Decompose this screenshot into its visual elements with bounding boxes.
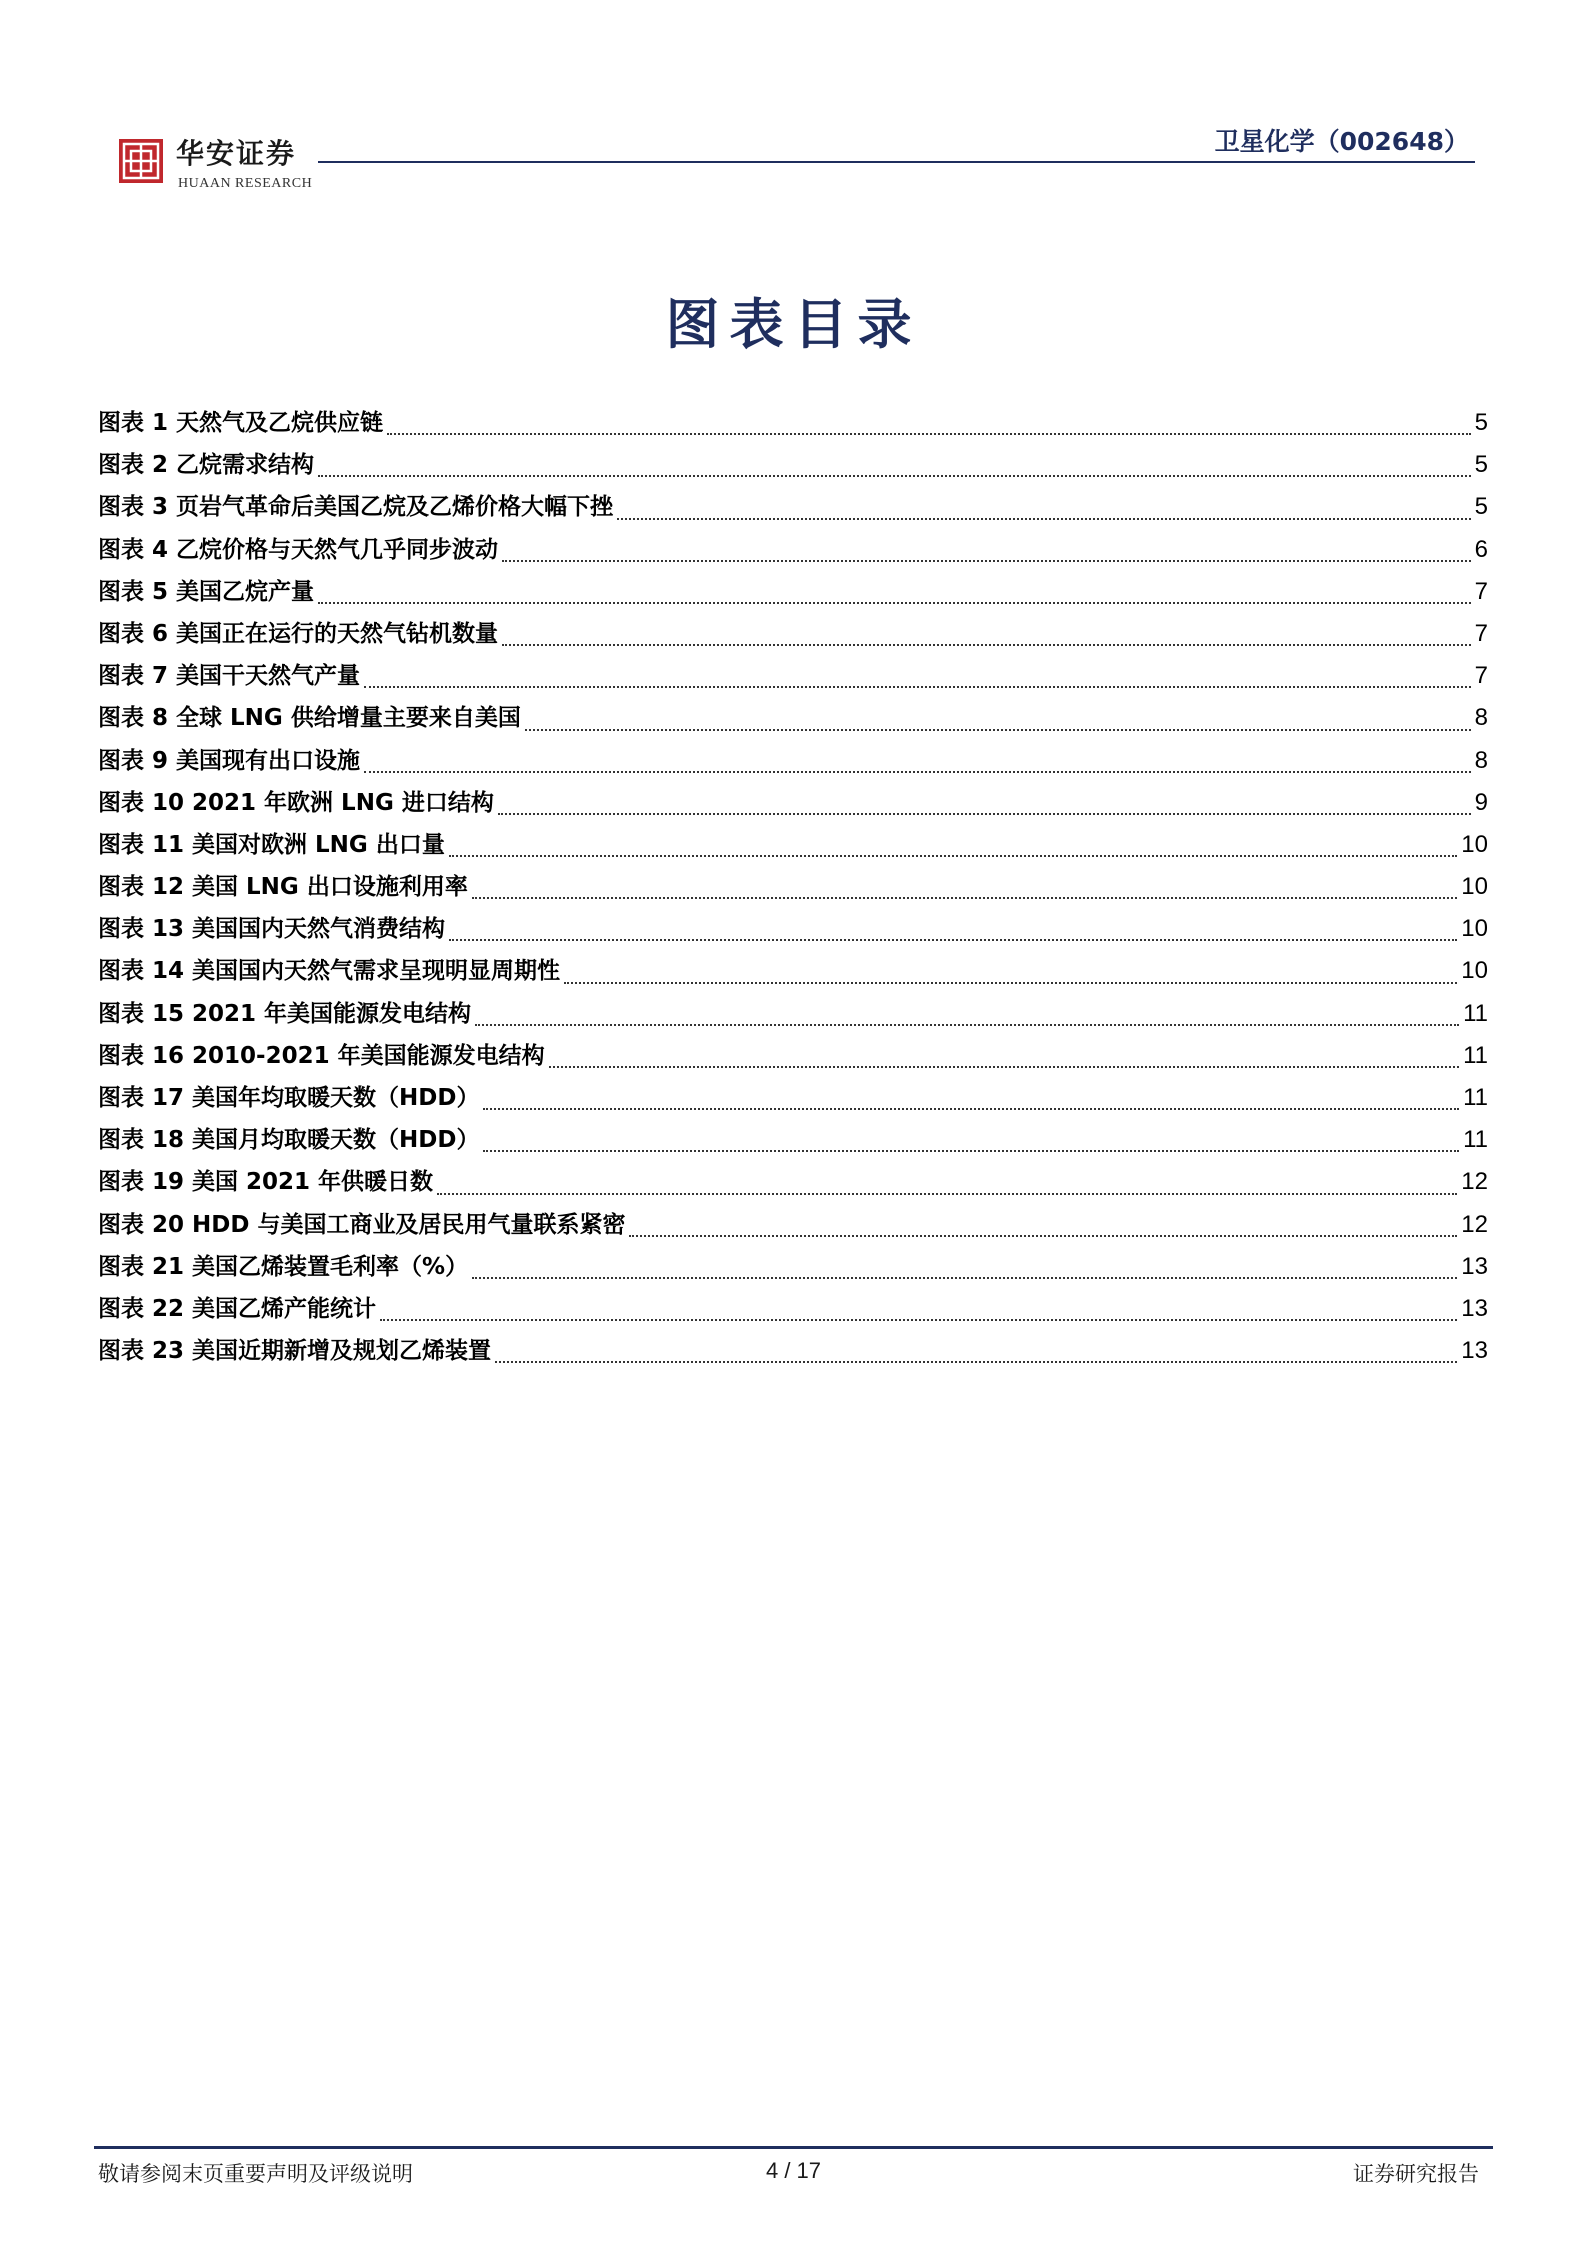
toc-entry-page: 13 xyxy=(1461,1252,1488,1280)
toc-entry-label: 图表 16 2010-2021 年美国能源发电结构 xyxy=(98,1042,545,1069)
toc-entry[interactable] xyxy=(98,573,1488,615)
toc-entry-label: 图表 5 美国乙烷产量 xyxy=(98,578,315,605)
toc-entry-page: 7 xyxy=(1474,662,1488,690)
toc-entry[interactable] xyxy=(98,404,1488,446)
toc-entry-page: 11 xyxy=(1463,1084,1488,1111)
header-divider xyxy=(318,161,1475,163)
toc-dot-leader xyxy=(502,559,1471,562)
toc-dot-leader xyxy=(483,1107,1459,1110)
toc-entry[interactable] xyxy=(98,826,1488,868)
toc-dot-leader xyxy=(380,1318,1457,1321)
toc-entry-label: 图表 13 美国国内天然气消费结构 xyxy=(98,916,446,943)
toc-dot-leader xyxy=(475,1023,1459,1026)
toc-entry-page: 10 xyxy=(1461,830,1488,858)
toc-entry[interactable] xyxy=(98,995,1488,1037)
toc-entry-page: 7 xyxy=(1474,577,1488,605)
toc-entry-label: 图表 8 全球 LNG 供给增量主要来自美国 xyxy=(98,705,521,732)
toc-dot-leader xyxy=(502,643,1471,646)
toc-entry-label: 图表 14 美国国内天然气需求呈现明显周期性 xyxy=(98,958,561,985)
brand-logo-icon xyxy=(118,138,164,184)
toc-entry[interactable] xyxy=(98,1163,1488,1205)
toc-entry-page: 13 xyxy=(1461,1337,1488,1365)
toc-entry-page: 11 xyxy=(1463,999,1488,1027)
toc-entry-page: 6 xyxy=(1474,535,1488,563)
toc-entry-label: 图表 21 美国乙烯装置毛利率（%） xyxy=(98,1253,469,1280)
toc-entry-label: 图表 23 美国近期新增及规划乙烯装置 xyxy=(98,1338,492,1365)
toc-entry[interactable] xyxy=(98,742,1488,784)
page-title: 图表目录 xyxy=(665,292,922,356)
toc-dot-leader xyxy=(364,770,1471,773)
toc-entry[interactable] xyxy=(98,446,1488,488)
page-indicator: 4 / 17 xyxy=(765,2158,822,2183)
toc-dot-leader xyxy=(318,474,1471,477)
toc-entry-label: 图表 4 乙烷价格与天然气几乎同步波动 xyxy=(98,536,499,563)
toc-dot-leader xyxy=(472,896,1457,899)
toc-entry[interactable] xyxy=(98,910,1488,952)
toc-dot-leader xyxy=(629,1234,1457,1237)
brand-name-cn: 华安证券 xyxy=(176,137,297,170)
toc-dot-leader xyxy=(364,685,1471,688)
toc-entry-label: 图表 12 美国 LNG 出口设施利用率 xyxy=(98,874,468,901)
toc-dot-leader xyxy=(525,728,1471,731)
footer-divider xyxy=(94,2146,1493,2149)
toc-entry-page: 11 xyxy=(1463,1041,1488,1069)
toc-entry-label: 图表 22 美国乙烯产能统计 xyxy=(98,1295,377,1322)
toc-dot-leader xyxy=(449,938,1457,941)
footer-disclaimer: 敬请参阅末页重要声明及评级说明 xyxy=(98,2162,413,2186)
toc-entry-label: 图表 18 美国月均取暖天数（HDD） xyxy=(98,1127,480,1154)
toc-entry-label: 图表 2 乙烷需求结构 xyxy=(98,452,315,479)
toc-dot-leader xyxy=(498,812,1471,815)
toc-entry-label: 图表 15 2021 年美国能源发电结构 xyxy=(98,1000,472,1027)
toc-entry-page: 10 xyxy=(1461,915,1488,943)
toc-entry[interactable] xyxy=(98,868,1488,910)
toc-entry-label: 图表 19 美国 2021 年供暖日数 xyxy=(98,1169,434,1196)
toc-entry[interactable] xyxy=(98,1248,1488,1290)
company-title: 卫星化学（002648） xyxy=(1214,127,1469,156)
toc-entry[interactable] xyxy=(98,952,1488,994)
toc-entry[interactable] xyxy=(98,1332,1488,1374)
toc-entry-page: 13 xyxy=(1461,1294,1488,1322)
toc-dot-leader xyxy=(387,432,1471,435)
toc-entry-label: 图表 17 美国年均取暖天数（HDD） xyxy=(98,1085,480,1111)
toc-entry-page: 5 xyxy=(1474,451,1488,479)
toc-entry-label: 图表 9 美国现有出口设施 xyxy=(98,747,361,774)
toc-entry-label: 图表 20 HDD 与美国工商业及居民用气量联系紧密 xyxy=(98,1211,626,1238)
toc-entry[interactable] xyxy=(98,488,1488,530)
toc-entry-page: 7 xyxy=(1474,619,1488,647)
toc-entry-label: 图表 3 页岩气革命后美国乙烷及乙烯价格大幅下挫 xyxy=(98,494,614,521)
toc-entry-page: 12 xyxy=(1461,1168,1488,1196)
brand-name-en: HUAAN RESEARCH xyxy=(178,176,313,191)
toc-entry-page: 11 xyxy=(1463,1126,1488,1154)
toc-dot-leader xyxy=(449,854,1457,857)
report-type: 证券研究报告 xyxy=(1353,2162,1479,2186)
toc-entry-label: 图表 10 2021 年欧洲 LNG 进口结构 xyxy=(98,789,494,816)
toc-entry[interactable] xyxy=(98,1079,1488,1121)
toc-entry-page: 8 xyxy=(1474,746,1488,774)
toc-entry-page: 12 xyxy=(1461,1210,1488,1238)
toc-dot-leader xyxy=(549,1065,1459,1068)
toc-entry-page: 10 xyxy=(1461,873,1488,901)
toc-entry-page: 9 xyxy=(1474,788,1488,816)
toc-entry[interactable] xyxy=(98,1206,1488,1248)
toc-entry[interactable] xyxy=(98,615,1488,657)
toc-entry-label: 图表 6 美国正在运行的天然气钻机数量 xyxy=(98,620,499,647)
toc-dot-leader xyxy=(472,1276,1457,1279)
toc-entry-label: 图表 7 美国干天然气产量 xyxy=(98,663,361,690)
toc-entry[interactable] xyxy=(98,1290,1488,1332)
toc-entry-page: 5 xyxy=(1474,493,1488,521)
toc-dot-leader xyxy=(564,981,1457,984)
toc-dot-leader xyxy=(617,517,1471,520)
toc-list xyxy=(98,404,1488,1374)
toc-dot-leader xyxy=(495,1360,1457,1363)
toc-dot-leader xyxy=(318,601,1471,604)
toc-entry-page: 5 xyxy=(1474,409,1488,436)
toc-entry[interactable] xyxy=(98,531,1488,573)
toc-entry[interactable] xyxy=(98,657,1488,699)
toc-entry[interactable] xyxy=(98,699,1488,741)
toc-entry-label: 图表 11 美国对欧洲 LNG 出口量 xyxy=(98,831,445,858)
toc-entry-page: 8 xyxy=(1474,704,1488,732)
toc-entry[interactable] xyxy=(98,1121,1488,1163)
toc-entry-label: 图表 1 天然气及乙烷供应链 xyxy=(98,410,384,436)
toc-dot-leader xyxy=(437,1192,1457,1195)
toc-entry-page: 10 xyxy=(1461,957,1488,985)
toc-dot-leader xyxy=(483,1149,1459,1152)
toc-entry[interactable] xyxy=(98,784,1488,826)
toc-entry[interactable] xyxy=(98,1037,1488,1079)
